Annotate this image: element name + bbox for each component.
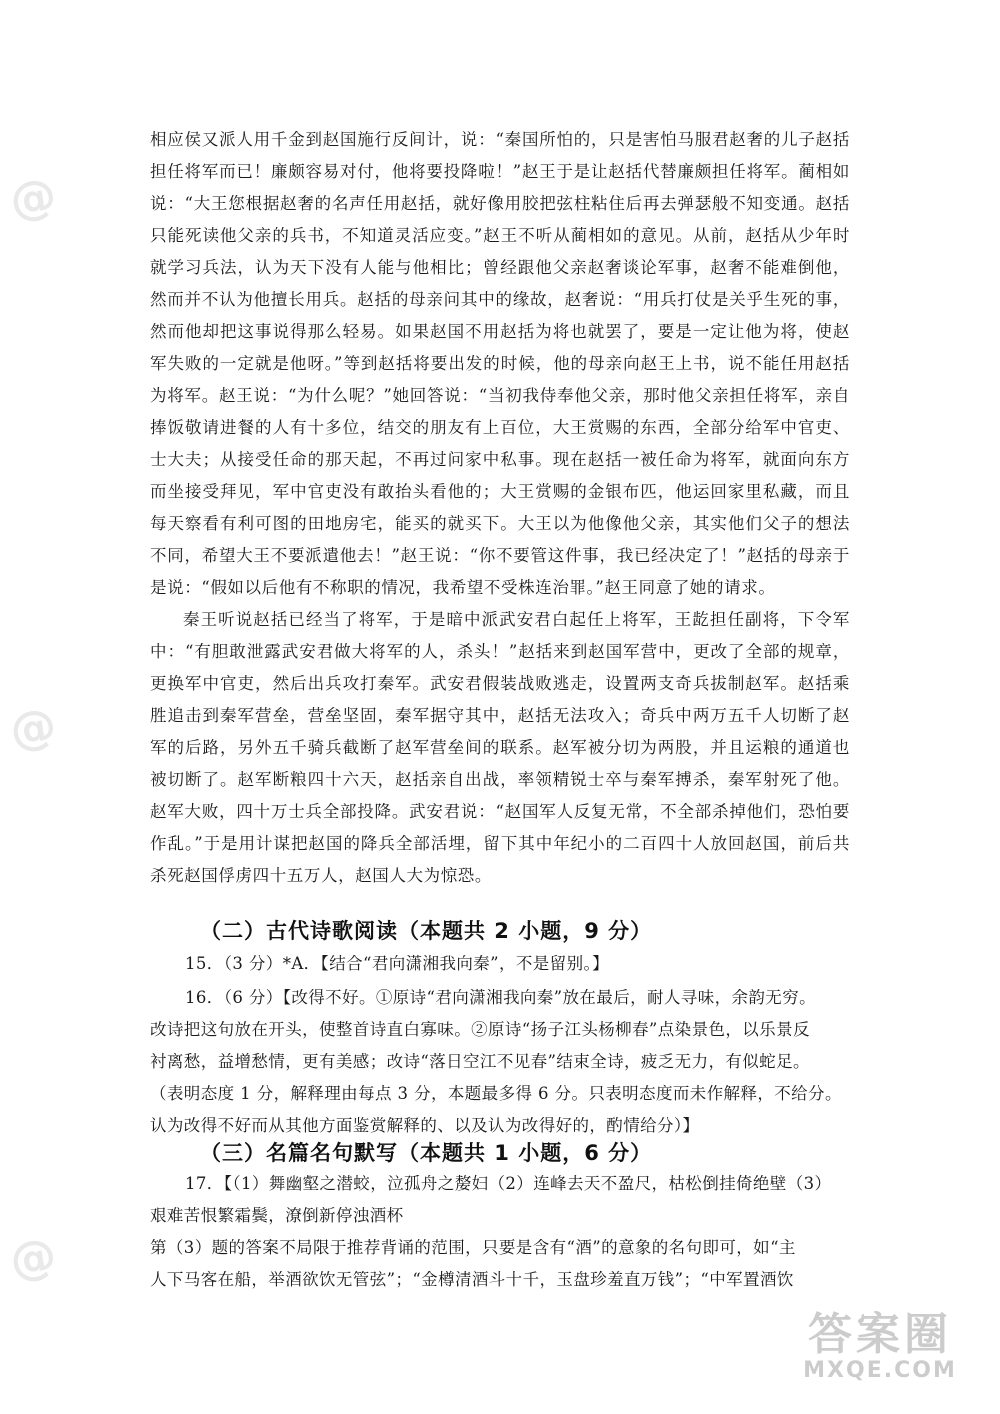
answer-16-line: 认为改得不好而从其他方面鉴赏解释的、以及认为改得好的，酌情给分）】 xyxy=(150,1116,700,1135)
answer-16-line: 16．（6 分）【改得不好。①原诗“君向潇湘我向秦”放在最后，耐人寻味，余韵无穷。 xyxy=(185,988,817,1007)
section-heading-recitation: （三）名篇名句默写（本题共 1 小题，6 分） xyxy=(200,1141,653,1165)
answer-17-line: 艰难苦恨繁霜鬓，潦倒新停浊酒杯 xyxy=(150,1206,404,1225)
answer-16-line: （表明态度 1 分，解释理由每点 3 分，本题最多得 6 分。只表明态度而未作解释，不给分。 xyxy=(150,1084,842,1103)
answer-15: 15．（3 分）*A．【结合“君向潇湘我向秦”，不是留别。】 xyxy=(185,954,610,973)
watermark-logo-small: MXQE.COM xyxy=(803,1358,957,1383)
answer-16 xyxy=(150,982,870,1142)
answer-17-line: 第（3）题的答案不局限于推荐背诵的范围，只要是含有“酒”的意象的名句即可，如“主 xyxy=(150,1238,796,1257)
answer-17 xyxy=(150,1168,870,1296)
answer-17-line: 17．【（1）舞幽壑之潜蛟，泣孤舟之嫠妇（2）连峰去天不盈尺，枯松倒挂倚绝壁（3） xyxy=(185,1174,832,1193)
answer-16-line: 衬离愁，益增愁情，更有美感；改诗“落日空江不见春”结束全诗，疲乏无力，有似蛇足。 xyxy=(150,1052,810,1071)
watermark-text: @ xyxy=(6,696,66,758)
watermark-logo xyxy=(800,1309,960,1392)
watermark-text: @ xyxy=(6,1226,66,1288)
watermark-logo-big: 答案圈 xyxy=(808,1309,952,1360)
answer-16-line: 改诗把这句放在开头，使整首诗直白寡味。②原诗“扬子江头杨柳春”点染景色，以乐景反 xyxy=(150,1020,810,1039)
passage-paragraph-1: 相应侯又派人用千金到赵国施行反间计，说：“秦国所怕的，只是害怕马服君赵奢的儿子赵括担任将军而已！廉颇容易对付，他将要投降啦！”赵王于是让赵括代替廉颇担任将军。蔺相如说：“大王您根据赵奢的名声任用赵括，就好像用胶把弦柱粘住后再去弹瑟般不知变通。赵括只能死读他父亲的兵书，不知道灵活应变。”赵王不听从蔺相如的意见。从前，赵括从少年时就学习兵法，认为天下没有人能与他相比；曾经跟他父亲赵奢谈论军事，赵奢不能难倒他，然而并不认为他擅长用兵。赵括的母亲问其中的缘故，赵奢说：“用兵打仗是关乎生死的事，然而他却把这事说得那么轻易。如果赵国不用赵括为将也就罢了，要是一定让他为将，使赵军失败的一定就是他呀。”等到赵括将要出发的时候，他的母亲向赵王上书，说不能任用赵括为将军。赵王说：“为什么呢？”她回答说：“当初我侍奉他父亲，那时他父亲担任将军，亲自捧饭敬请进餐的人有十多位，结交的朋友有上百位，大王赏赐的东西，全部分给军中官吏、士大夫；从接受任命的那天起，不再过问家中私事。现在赵括一被任命为将军，就面向东方而坐接受拜见，军中官吏没有敢抬头看他的；大王赏赐的金银布匹，他运回家里私藏，而且每天察看有利可图的田地房宅，能买的就买下。大王以为他像他父亲，其实他们父子的想法不同，希望大王不要派遣他去！”赵王说：“你不要管这件事，我已经决定了！”赵括的母亲于是说：“假如以后他有不称职的情况，我希望不受株连治罪。”赵王同意了她的请求。 xyxy=(150,130,850,597)
passage-paragraph-2: 秦王听说赵括已经当了将军，于是暗中派武安君白起任上将军，王龁担任副将，下令军中：“有胆敢泄露武安君做大将军的人，杀头！”赵括来到赵国军营中，更改了全部的规章，更换军中官吏，然后出兵攻打秦军。武安君假装战败逃走，设置两支奇兵拔制赵军。赵括乘胜追击到秦军营垒，营垒坚固，秦军据守其中，赵括无法攻入；奇兵中两万五千人切断了赵军的后路，另外五千骑兵截断了赵军营垒间的联系。赵军被分切为两股，并且运粮的通道也被切断了。赵军断粮四十六天，赵括亲自出战，率领精锐士卒与秦军搏杀，秦军射死了他。赵军大败，四十万士兵全部投降。武安君说：“赵国军人反复无常，不全部杀掉他们，恐怕要作乱。”于是用计谋把赵国的降兵全部活埋，留下其中年纪小的二百四十人放回赵国，前后共杀死赵国俘虏四十五万人，赵国人大为惊恐。 xyxy=(150,610,850,885)
passage-translation xyxy=(150,124,850,892)
answer-17-line: 人下马客在船，举酒欲饮无管弦”；“金樽清酒斗十千，玉盘珍羞直万钱”；“中军置酒饮 xyxy=(150,1270,794,1289)
poetry-answers xyxy=(185,948,865,980)
watermark-text: @ xyxy=(6,166,66,228)
section-heading-poetry: （二）古代诗歌阅读（本题共 2 小题，9 分） xyxy=(200,919,653,943)
